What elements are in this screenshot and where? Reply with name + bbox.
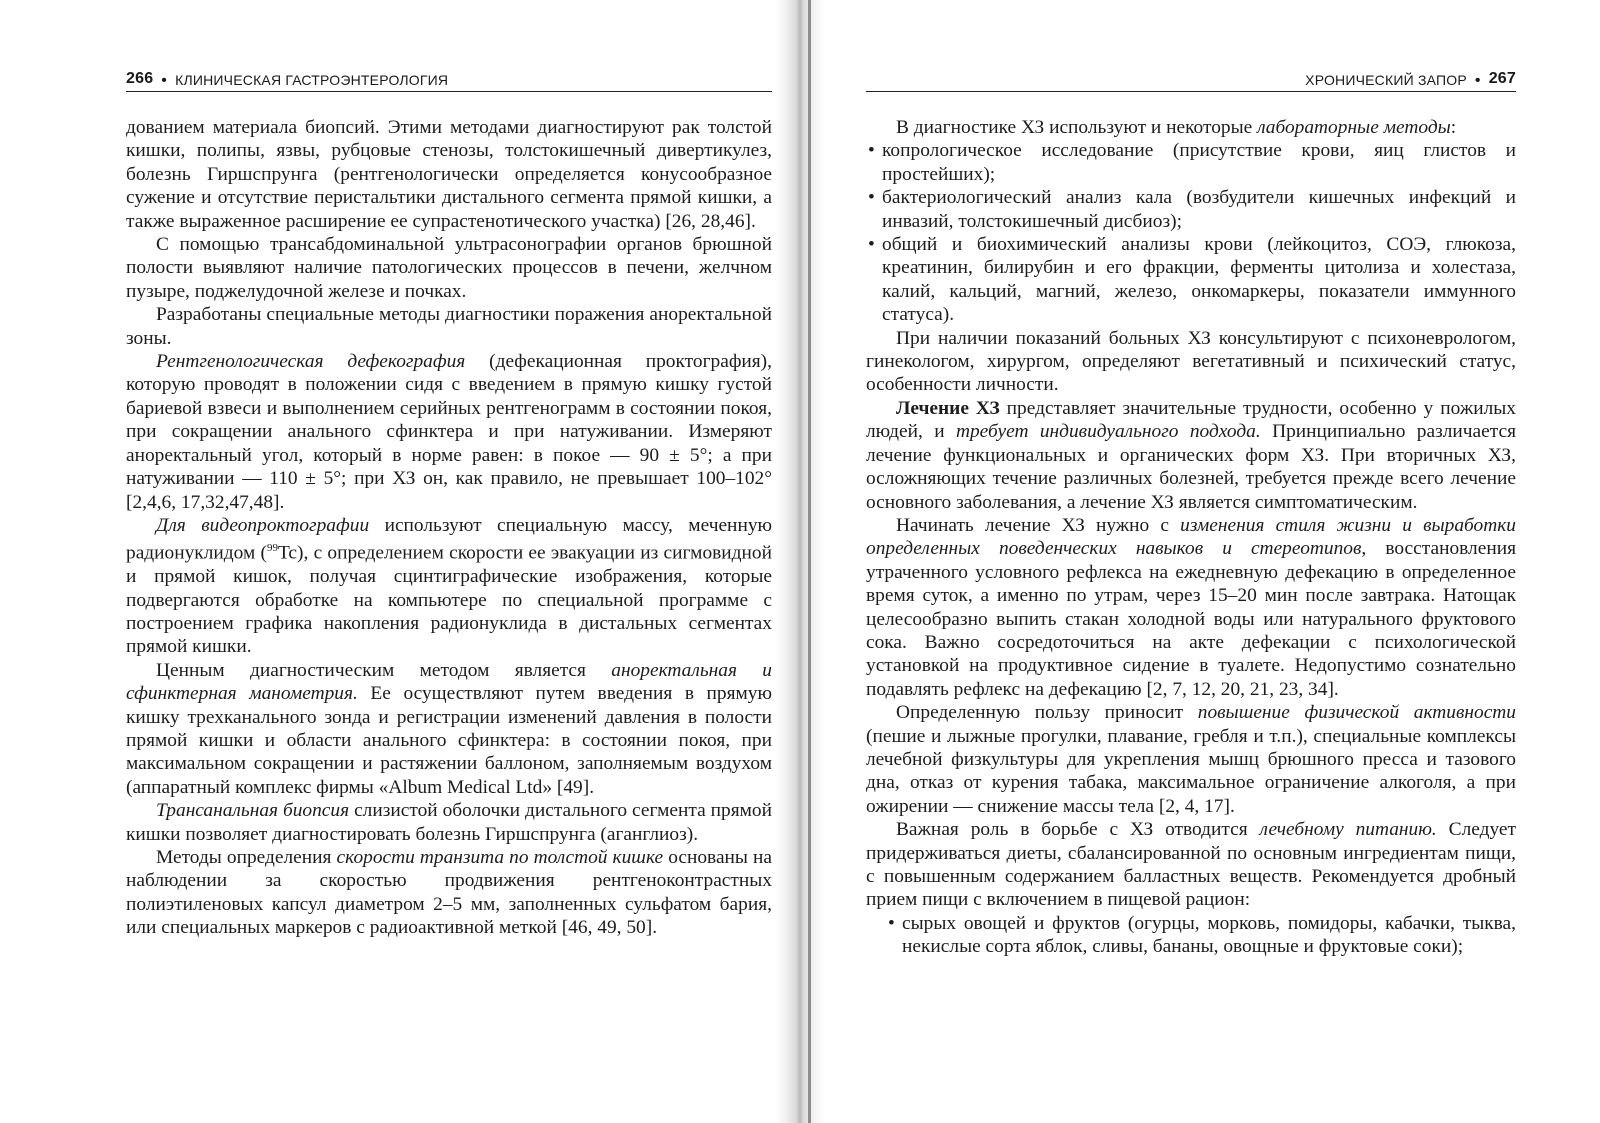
list-item xyxy=(866,139,1516,186)
right-page-body xyxy=(866,116,1516,959)
left-paragraph-8 xyxy=(126,846,772,940)
list-item-text: бактериологический анализ кала (возбудители кишечных инфекций и инвазий, толстокишечный дисбиоз); xyxy=(882,187,1516,232)
left-paragraph-2: С помощью трансабдоминальной ультрасонографии органов брюшной полости выявляют наличие патологических процессов в печени, желчном пузыре, поджелудочной железе и почках. xyxy=(126,234,772,302)
diet-list xyxy=(866,912,1516,959)
right-p3-emphasis: требует индивидуального подхода. xyxy=(955,421,1261,443)
left-p8-emphasis: скорости транзита по толстой кишке xyxy=(336,847,664,869)
right-p6-text-a: Важная роль в борьбе с ХЗ отводится xyxy=(896,819,1260,841)
right-p5-text-a: Определенную пользу приносит xyxy=(896,702,1198,724)
left-page-number: 266 xyxy=(126,70,154,87)
right-p4-text-a: Начинать лечение ХЗ нужно с xyxy=(896,514,1181,536)
left-header-title: КЛИНИЧЕСКАЯ ГАСТРОЭНТЕРОЛОГИЯ xyxy=(175,72,449,88)
left-p4-text: (дефекационная проктография), которую проводят в положении сидя с введением в прямую кишку густой бариевой взвеси и выполнением серийных рентгенограмм в состоянии покоя, при сокращении анального сфинктера и при натуживании. Измеряют аноректальный угол, который в норме равен: в покое — 90 ± 5°; а при натуживании — 110 ± 5°; при ХЗ он, как правило, не превышает 100–102° [2,4,6, 17,32,47,48]. xyxy=(126,351,772,513)
left-page-body xyxy=(126,116,772,940)
right-p1-text-a: В диагностике ХЗ используют и некоторые xyxy=(896,117,1258,138)
left-paragraph-1: дованием материала биопсий. Этими методами диагностируют рак толстой кишки, полипы, язвы, рубцовые стенозы, толстокишечный дивертикулез, болезнь Гиршспрунга (рентгенологически определяется конусообразное сужение и отсутствие перистальтики дистального сегмента прямой кишки, а также выраженное расширение ее супрастенотического участка) [26, 28,46]. xyxy=(126,117,772,232)
left-p4-emphasis: Рентгенологическая дефекография xyxy=(156,351,466,373)
right-p6-text-b: Следует придерживаться диеты, сбалансированной по основным ингредиентам пищи, с повышенным содержанием балластных веществ. Рекомендуется дробный прием пищи с включением в пищевой рацион: xyxy=(866,819,1516,911)
bullet-marker: • xyxy=(868,187,875,209)
book-spine-line xyxy=(808,0,811,1123)
left-p6-text-a: Ценным диагностическим методом является xyxy=(156,659,612,681)
right-page-number: 267 xyxy=(1488,70,1516,87)
right-p3-text-a: представляет значительные трудности, особенно у пожилых людей, и xyxy=(866,397,1516,443)
right-paragraph-6 xyxy=(866,818,1516,912)
list-item xyxy=(866,186,1516,233)
bullet-marker: • xyxy=(868,234,875,256)
left-p7-text: слизистой оболочки дистального сегмента прямой кишки позволяет диагностировать болезнь Гиршспрунга (аганглиоз). xyxy=(126,800,772,845)
left-running-header xyxy=(126,70,772,92)
right-paragraph-5 xyxy=(866,701,1516,818)
right-p4-text-b: , восстановления утраченного условного рефлекса на ежедневную дефекацию в определенное время суток, а именно по утрам, через 15–20 мин после завтрака. Натощак целесообразно выпить стакан холодной воды или натурального фруктового сока. Важно сосредоточиться на акте дефекации с психологической установкой на продуктивное сидение в туалете. Недопустимо сознательно подавлять рефлекс на дефекацию [2, 7, 12, 20, 21, 23, 34]. xyxy=(866,538,1516,700)
left-p6-emphasis: аноректальная и сфинктерная манометрия. xyxy=(126,659,772,705)
header-separator: • xyxy=(161,72,168,89)
right-p3-text-b: Принципиально различается лечение функциональных и органических форм ХЗ. При вторичных ХЗ, осложняющих течение различных болезней, требуется прежде всего лечение основного заболевания, а лечение ХЗ является симптоматическим. xyxy=(866,421,1516,513)
book-gutter-shadow xyxy=(776,0,824,1123)
right-paragraph-3 xyxy=(866,397,1516,514)
left-p8-text-a: Методы определения xyxy=(156,847,337,869)
right-paragraph-2: При наличии показаний больных ХЗ консультируют с психоневрологом, гинекологом, хирургом, определяют вегетативный и психический статус, особенности личности. xyxy=(866,327,1516,396)
left-p7-emphasis: Трансанальная биопсия xyxy=(156,800,350,822)
header-separator: • xyxy=(1474,72,1481,89)
left-p5-superscript: 99 xyxy=(266,542,278,555)
right-p1-text-b: : xyxy=(1450,117,1457,138)
bullet-marker: • xyxy=(868,140,875,162)
right-running-header xyxy=(866,70,1516,92)
right-p3-bold: Лечение ХЗ xyxy=(896,397,1000,419)
left-paragraph-5 xyxy=(126,514,772,659)
left-p6-text-b: Ее осуществляют путем введения в прямую кишку трехканального зонда и регистрации изменений давления в полости прямой кишки и области анального сфинктера: в состоянии покоя, при максимальном сокращении и растяжении баллоном, заполняемым воздухом (аппаратный комплекс фирмы «Album Medical Ltd» [49]. xyxy=(126,683,772,798)
right-paragraph-1 xyxy=(866,116,1516,139)
left-paragraph-6 xyxy=(126,659,772,799)
right-p6-emphasis: лечебному питанию. xyxy=(1259,819,1437,841)
left-paragraph-4 xyxy=(126,350,772,514)
left-page xyxy=(126,0,772,1123)
left-p5-text-a: используют специальную массу, меченную радионуклидом ( xyxy=(126,514,772,564)
list-item-text: сырых овощей и фруктов (огурцы, морковь, помидоры, кабачки, тыква, некислые сорта яблок, сливы, бананы, овощные и фруктовые соки); xyxy=(902,912,1516,958)
left-p8-text-b: основаны на наблюдении за скоростью продвижения рентгеноконтрастных полиэтиленовых капсул диаметром 2–5 мм, заполненных сульфатом бария, или специальных маркеров с радиоактивной меткой [46, 49, 50]. xyxy=(126,847,772,939)
left-paragraph-7 xyxy=(126,799,772,846)
right-paragraph-4 xyxy=(866,514,1516,701)
left-paragraph-3: Разработаны специальные методы диагностики поражения аноректальной зоны. xyxy=(126,304,772,349)
left-p5-text-b: Tc), с определением скорости ее эвакуации из сигмовидной и прямой кишок, получая сцинтиграфические изображения, которые подвергаются обработке на компьютере по специальной программе с построением графика накопления радионуклида в дистальных сегментах прямой кишки. xyxy=(126,542,772,658)
list-item xyxy=(866,912,1516,959)
right-page xyxy=(866,0,1516,1123)
left-p5-emphasis: Для видеопроктографии xyxy=(156,514,370,536)
right-header-title: ХРОНИЧЕСКИЙ ЗАПОР xyxy=(1305,72,1467,88)
lab-methods-list xyxy=(866,139,1516,326)
right-p5-emphasis: повышение физической активности xyxy=(1197,702,1517,724)
list-item-text: общий и биохимический анализы крови (лейкоцитоз, СОЭ, глюкоза, креатинин, билирубин и его фракции, ферменты цитолиза и холестаза, калий, кальций, магний, железо, онкомаркеры, показатели иммунного статуса). xyxy=(882,234,1516,326)
list-item-text: копрологическое исследование (присутствие крови, яиц глистов и простейших); xyxy=(882,140,1516,185)
right-p5-text-b: (пешие и лыжные прогулки, плавание, гребля и т.п.), специальные комплексы лечебной физкультуры для укрепления мышц брюшного пресса и тазового дна, отказ от курения табака, максимальное ограничение алкоголя, а при ожирении — снижение массы тела [2, 4, 17]. xyxy=(866,725,1516,817)
list-item xyxy=(866,233,1516,327)
right-p4-emphasis: изменения стиля жизни и выработки определенных поведенческих навыков и стереотипов xyxy=(866,514,1516,560)
right-p1-emphasis: лабораторные методы xyxy=(1257,117,1451,138)
bullet-marker: • xyxy=(888,912,895,934)
